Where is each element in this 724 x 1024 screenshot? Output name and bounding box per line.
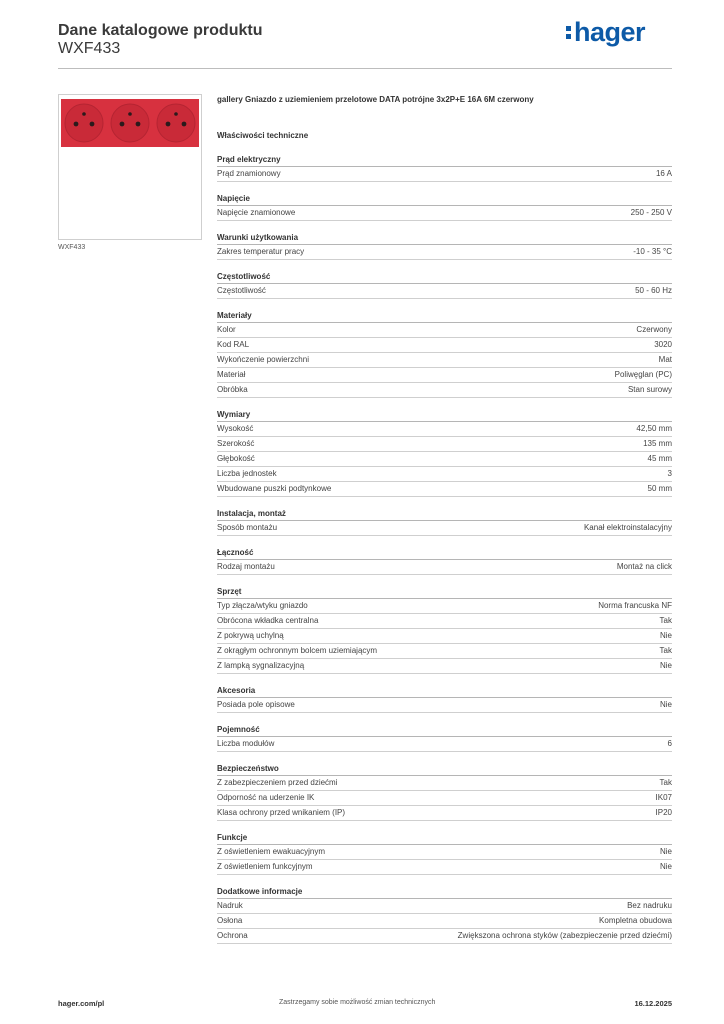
spec-label: Liczba jednostek [217,469,277,478]
spec-label: Liczba modułów [217,739,275,748]
spec-label: Kod RAL [217,340,250,349]
spec-label: Materiał [217,370,246,379]
product-reference: WXF433 [58,40,121,57]
spec-row [217,437,672,452]
spec-label: Głębokość [217,454,255,463]
spec-value: Nie [659,631,672,640]
socket-pin-hole [90,122,95,127]
spec-value: 250 - 250 V [630,208,672,217]
spec-label: Z pokrywą uchylną [217,631,284,640]
socket-pin-hole [174,112,178,116]
spec-group-title: Materiały [217,310,672,323]
logo-text: hager [574,17,646,47]
logo-dots-icon [566,23,572,42]
spec-value: Tak [659,616,672,625]
spec-label: Typ złącza/wtyku gniazdo [217,601,308,610]
socket-recess [157,104,195,142]
spec-value: Bez nadruku [627,901,672,910]
spec-value: Tak [659,646,672,655]
spec-group [217,886,672,944]
spec-group-title: Napięcie [217,193,672,206]
spec-value: 135 mm [643,439,672,448]
spec-value: 50 mm [647,484,672,493]
socket-pin-hole [128,112,132,116]
spec-value: Stan surowy [627,385,672,394]
socket-recess [111,104,149,142]
spec-value: Poliwęglan (PC) [614,370,672,379]
spec-row [217,644,672,659]
spec-label: Wysokość [217,424,254,433]
spec-group-title: Dodatkowe informacje [217,886,672,899]
spec-group-title: Funkcje [217,832,672,845]
spec-row [217,422,672,437]
spec-group-title: Akcesoria [217,685,672,698]
spec-group [217,409,672,497]
spec-label: Częstotliwość [217,286,266,295]
product-image [58,94,202,240]
spec-value: Nie [659,700,672,709]
spec-value: 3 [667,469,672,478]
spec-row [217,452,672,467]
spec-value: Nie [659,847,672,856]
spec-label: Z lampką sygnalizacyjną [217,661,305,670]
spec-label: Wbudowane puszki podtynkowe [217,484,332,493]
spec-group [217,685,672,713]
spec-row [217,698,672,713]
spec-value: Czerwony [636,325,672,334]
spec-row [217,806,672,821]
spec-group-title: Sprzęt [217,586,672,599]
spec-group-title: Łączność [217,547,672,560]
spec-label: Z oświetleniem ewakuacyjnym [217,847,326,856]
spec-group [217,547,672,575]
spec-row [217,338,672,353]
spec-value: Montaż na click [616,562,672,571]
product-image-caption: WXF433 [58,244,86,251]
spec-value: Nie [659,862,672,871]
spec-value: Mat [658,355,672,364]
spec-value: 45 mm [647,454,672,463]
spec-row [217,614,672,629]
spec-value: Zwiększona ochrona styków (zabezpieczenie przed dziećmi) [457,931,672,940]
spec-label: Obrócona wkładka centralna [217,616,319,625]
spec-row [217,899,672,914]
spec-group [217,271,672,299]
spec-group [217,586,672,674]
spec-row [217,599,672,614]
spec-label: Z zabezpieczeniem przed dziećmi [217,778,338,787]
spec-label: Napięcie znamionowe [217,208,296,217]
spec-group [217,832,672,875]
spec-label: Rodzaj montażu [217,562,275,571]
socket-outlet-image [61,99,199,147]
spec-label: Z okrągłym ochronnym bolcem uziemiającym [217,646,378,655]
spec-group [217,724,672,752]
spec-value: Norma francuska NF [598,601,672,610]
document-title: Dane katalogowe produktu [58,22,263,39]
spec-row [217,560,672,575]
tech-properties-heading: Właściwości techniczne [217,131,309,140]
spec-row [217,791,672,806]
spec-value: 6 [667,739,672,748]
spec-label: Wykończenie powierzchni [217,355,309,364]
spec-row [217,206,672,221]
spec-group [217,763,672,821]
footer-notice: Zastrzegamy sobie możliwość zmian technicznych [279,999,436,1006]
socket-recess [65,104,103,142]
spec-row [217,368,672,383]
spec-group [217,232,672,260]
spec-row [217,467,672,482]
spec-value: Tak [659,778,672,787]
spec-row [217,659,672,674]
spec-group-title: Wymiary [217,409,672,422]
spec-row [217,737,672,752]
spec-row [217,929,672,944]
spec-value: Nie [659,661,672,670]
spec-label: Z oświetleniem funkcyjnym [217,862,313,871]
spec-row [217,860,672,875]
spec-value: 42,50 mm [636,424,672,433]
spec-value: 16 A [655,169,672,178]
hager-logo [566,17,645,47]
spec-label: Osłona [217,916,243,925]
spec-group [217,508,672,536]
spec-row [217,629,672,644]
product-description: gallery Gniazdo z uziemieniem przelotowe DATA potrójne 3x2P+E 16A 6M czerwony [217,95,534,104]
spec-label: Klasa ochrony przed wnikaniem (IP) [217,808,346,817]
spec-row [217,914,672,929]
spec-value: Kanał elektroinstalacyjny [583,523,672,532]
spec-row [217,482,672,497]
spec-value: 50 - 60 Hz [635,286,672,295]
spec-label: Nadruk [217,901,243,910]
spec-row [217,845,672,860]
spec-group [217,310,672,398]
spec-row [217,245,672,260]
socket-pin-hole [166,122,171,127]
footer-date: 16.12.2025 [634,999,672,1008]
spec-row [217,383,672,398]
spec-label: Prąd znamionowy [217,169,281,178]
spec-row [217,353,672,368]
spec-value: -10 - 35 °C [633,247,672,256]
spec-row [217,776,672,791]
spec-group-title: Instalacja, montaż [217,508,672,521]
footer-website[interactable]: hager.com/pl [58,999,105,1008]
socket-pin-hole [74,122,79,127]
spec-row [217,284,672,299]
spec-content [217,95,672,955]
spec-label: Obróbka [217,385,248,394]
spec-value: 3020 [654,340,672,349]
spec-label: Zakres temperatur pracy [217,247,305,256]
spec-group-title: Warunki użytkowania [217,232,672,245]
spec-group-title: Pojemność [217,724,672,737]
spec-row [217,167,672,182]
spec-value: IP20 [655,808,672,817]
spec-group-title: Częstotliwość [217,271,672,284]
spec-row [217,521,672,536]
spec-label: Sposób montażu [217,523,278,532]
spec-value: Kompletna obudowa [599,916,672,925]
socket-pin-hole [120,122,125,127]
spec-group-title: Prąd elektryczny [217,154,672,167]
spec-label: Kolor [217,325,236,334]
spec-value: IK07 [655,793,672,802]
socket-pin-hole [82,112,86,116]
spec-label: Ochrona [217,931,248,940]
socket-pin-hole [136,122,141,127]
spec-label: Odporność na uderzenie IK [217,793,315,802]
spec-group [217,154,672,182]
spec-label: Posiada pole opisowe [217,700,295,709]
socket-pin-hole [182,122,187,127]
spec-label: Szerokość [217,439,255,448]
spec-group-title: Bezpieczeństwo [217,763,672,776]
spec-groups [217,154,672,944]
spec-group [217,193,672,221]
spec-row [217,323,672,338]
header-divider [58,68,672,69]
